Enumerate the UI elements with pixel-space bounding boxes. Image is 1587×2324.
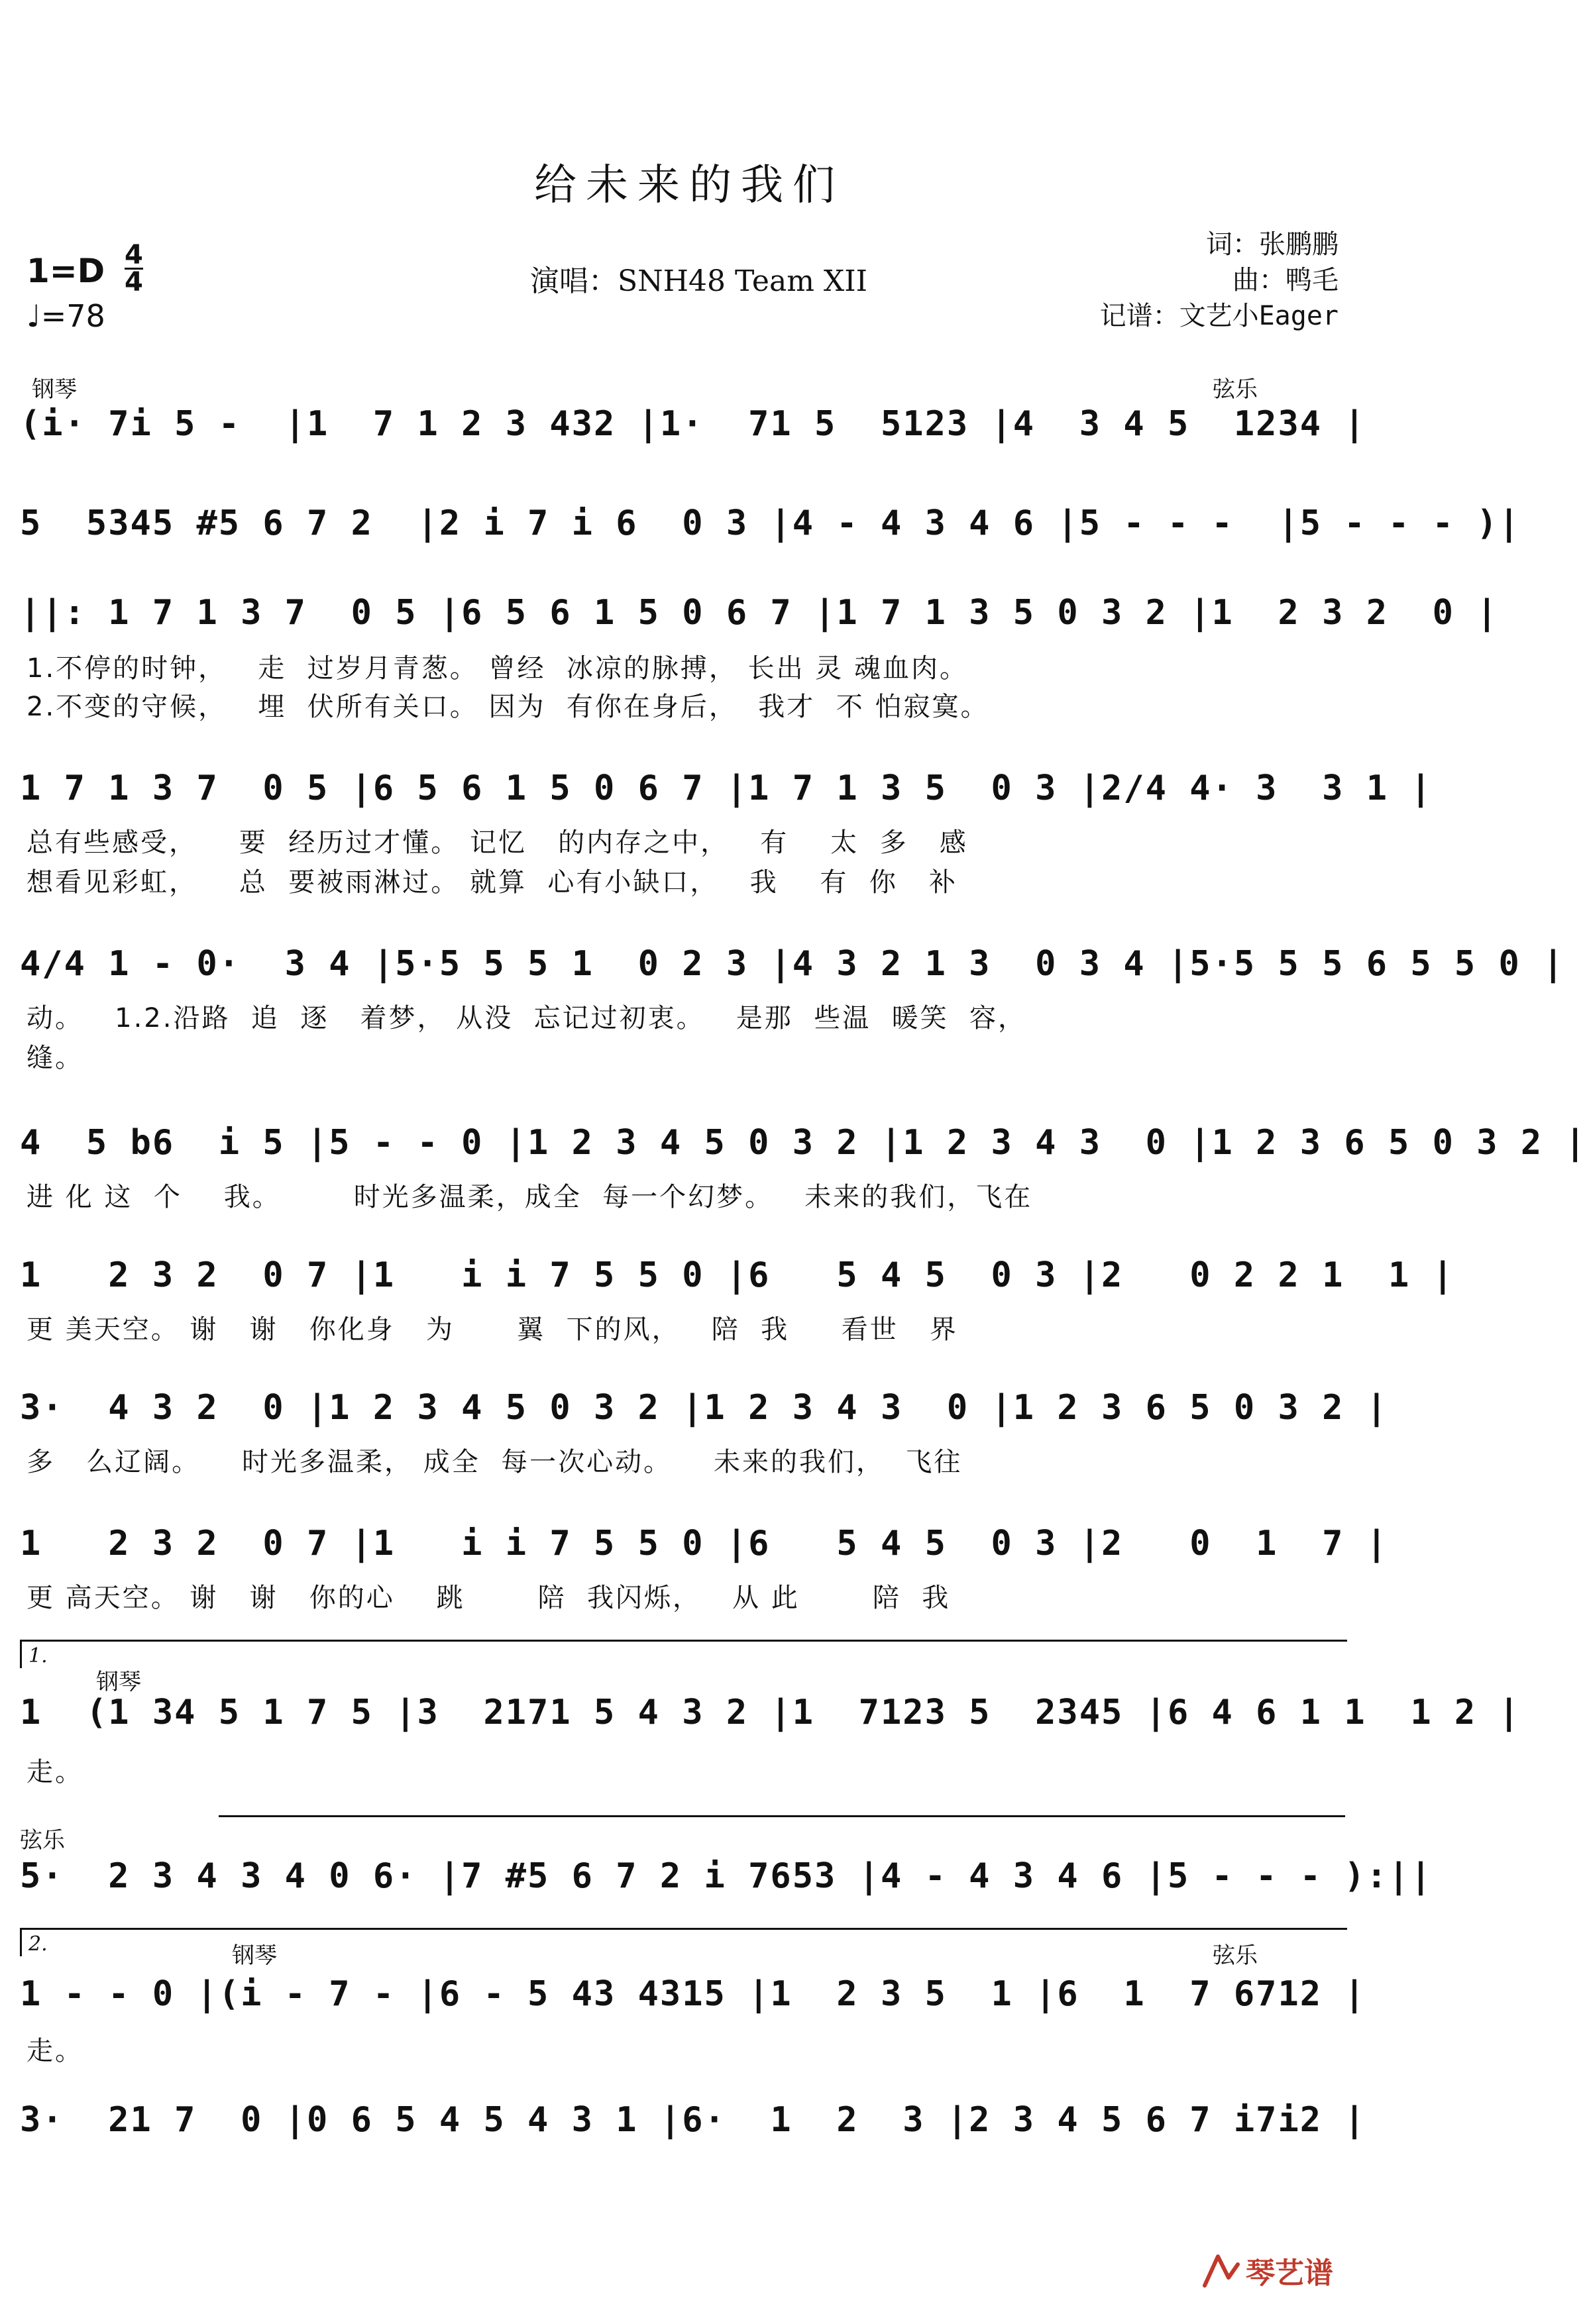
first-ending-number: 1. [28, 1644, 48, 1667]
notation-line: 1 - - 0 |(i - 7 - |6 - 5 43 4315 |1 2 3 5 1 |6 1 7 6712 | [20, 1974, 1366, 2014]
piano-label: 钢琴 [32, 376, 77, 403]
notation-line: 1 (1 34 5 1 7 5 |3 2171 5 4 3 2 |1 7123 5 2345 |6 4 6 1 1 1 2 | [20, 1693, 1521, 1732]
strings-label: 弦乐 [1213, 1942, 1258, 1969]
first-ending-bracket [20, 1640, 1347, 1668]
lyric-verse-2: 2.不变的守候， 埋 伏所有关口。 因为 有你在身后， 我才 不 怕寂寞。 [27, 692, 989, 722]
strings-label: 弦乐 [1213, 376, 1258, 403]
credits-block [1100, 227, 1339, 334]
notation-line: 5 5345 #5 6 7 2 |2 i 7 i 6 0 3 |4 - 4 3 4 6 |5 - - - |5 - - - )| [20, 503, 1521, 543]
second-ending-number: 2. [28, 1932, 48, 1956]
lyric-verse-2: 缝。 [27, 1043, 83, 1073]
ending-bracket-continuation [219, 1815, 1345, 1844]
logo-text: 琴艺谱 [1246, 2256, 1333, 2290]
notation-line: 3· 21 7 0 |0 6 5 4 5 4 3 1 |6· 1 2 3 |2 3 4 5 6 7 i7i2 | [20, 2100, 1366, 2140]
key-signature: 1=D [27, 252, 105, 290]
second-ending-bracket [20, 1928, 1347, 1956]
notation-line: 3· 4 3 2 0 |1 2 3 4 5 0 3 2 |1 2 3 4 3 0 |1 2 3 6 5 0 3 2 | [20, 1388, 1389, 1428]
notation-line: 4/4 1 - 0· 3 4 |5·5 5 5 1 0 2 3 |4 3 2 1 3 0 3 4 |5·5 5 5 6 5 5 0 | [20, 944, 1565, 984]
tempo-marking: ♩=78 [27, 298, 105, 334]
singer-credit: 演唱：SNH48 Team XII [530, 264, 867, 298]
song-title: 给未来的我们 [534, 161, 844, 210]
lyric-verse-1: 动。 1.2.沿路 追 逐 着梦， 从没 忘记过初衷。 是那 些温 暖笑 容， [27, 1003, 1027, 1033]
notation-line: 1 2 3 2 0 7 |1 i i 7 5 5 0 |6 5 4 5 0 3 |2 0 1 7 | [20, 1524, 1389, 1563]
piano-label: 钢琴 [232, 1942, 277, 1969]
qinyipu-logo [1199, 2245, 1358, 2298]
notation-line: 4 5 b6 i 5 |5 - - 0 |1 2 3 4 5 0 3 2 |1 2 3 4 3 0 |1 2 3 6 5 0 3 2 | [20, 1123, 1587, 1163]
transcriber-credit: 记谱：文艺小Eager [1099, 301, 1339, 331]
lyric-line: 更 美天空。 谢 谢 你化身 为 翼 下的风， 陪 我 看世 界 [27, 1314, 958, 1345]
composer-credit: 曲：鸭毛 [1232, 265, 1339, 295]
lyric-verse-1: 总有些感受， 要 经历过才懂。 记忆 的内存之中， 有 太 多 感 [27, 827, 968, 858]
notation-line: (i· 7i 5 - |1 7 1 2 3 432 |1· 71 5 5123 |4 3 4 5 1234 | [20, 404, 1366, 444]
lyric-verse-1: 1.不停的时钟， 走 过岁月青葱。 曾经 冰凉的脉搏， 长出 灵 魂血肉。 [27, 653, 969, 684]
notation-line: 1 7 1 3 7 0 5 |6 5 6 1 5 0 6 7 |1 7 1 3 5 0 3 |2/4 4· 3 3 1 | [20, 768, 1433, 808]
lyric-line: 走。 [27, 1757, 83, 1787]
time-denominator: 4 [125, 267, 143, 297]
lyric-line: 多 么辽阔。 时光多温柔， 成全 每一次心动。 未来的我们， 飞往 [27, 1447, 963, 1477]
lyricist-credit: 词：张鹏鹏 [1206, 229, 1339, 260]
notation-line: 5· 2 3 4 3 4 0 6· |7 #5 6 7 2 i 7653 |4 - 4 3 4 6 |5 - - - ):|| [20, 1856, 1433, 1896]
lyric-line: 走。 [27, 2036, 83, 2066]
notation-line: ||: 1 7 1 3 7 0 5 |6 5 6 1 5 0 6 7 |1 7 1 3 5 0 3 2 |1 2 3 2 0 | [20, 593, 1499, 633]
lyric-verse-2: 想看见彩虹， 总 要被雨淋过。 就算 心有小缺口， 我 有 你 补 [27, 867, 958, 898]
strings-label: 弦乐 [20, 1827, 65, 1854]
notation-line: 1 2 3 2 0 7 |1 i i 7 5 5 0 |6 5 4 5 0 3 |2 0 2 2 1 1 | [20, 1255, 1454, 1295]
lyric-line: 更 高天空。 谢 谢 你的心 跳 陪 我闪烁， 从 此 陪 我 [27, 1583, 951, 1613]
lyric-line: 进 化 这 个 我。 时光多温柔，成全 每一个幻梦。 未来的我们，飞在 [27, 1182, 1033, 1212]
time-signature [125, 242, 143, 295]
piano-label: 钢琴 [96, 1669, 141, 1695]
time-numerator: 4 [125, 240, 143, 270]
